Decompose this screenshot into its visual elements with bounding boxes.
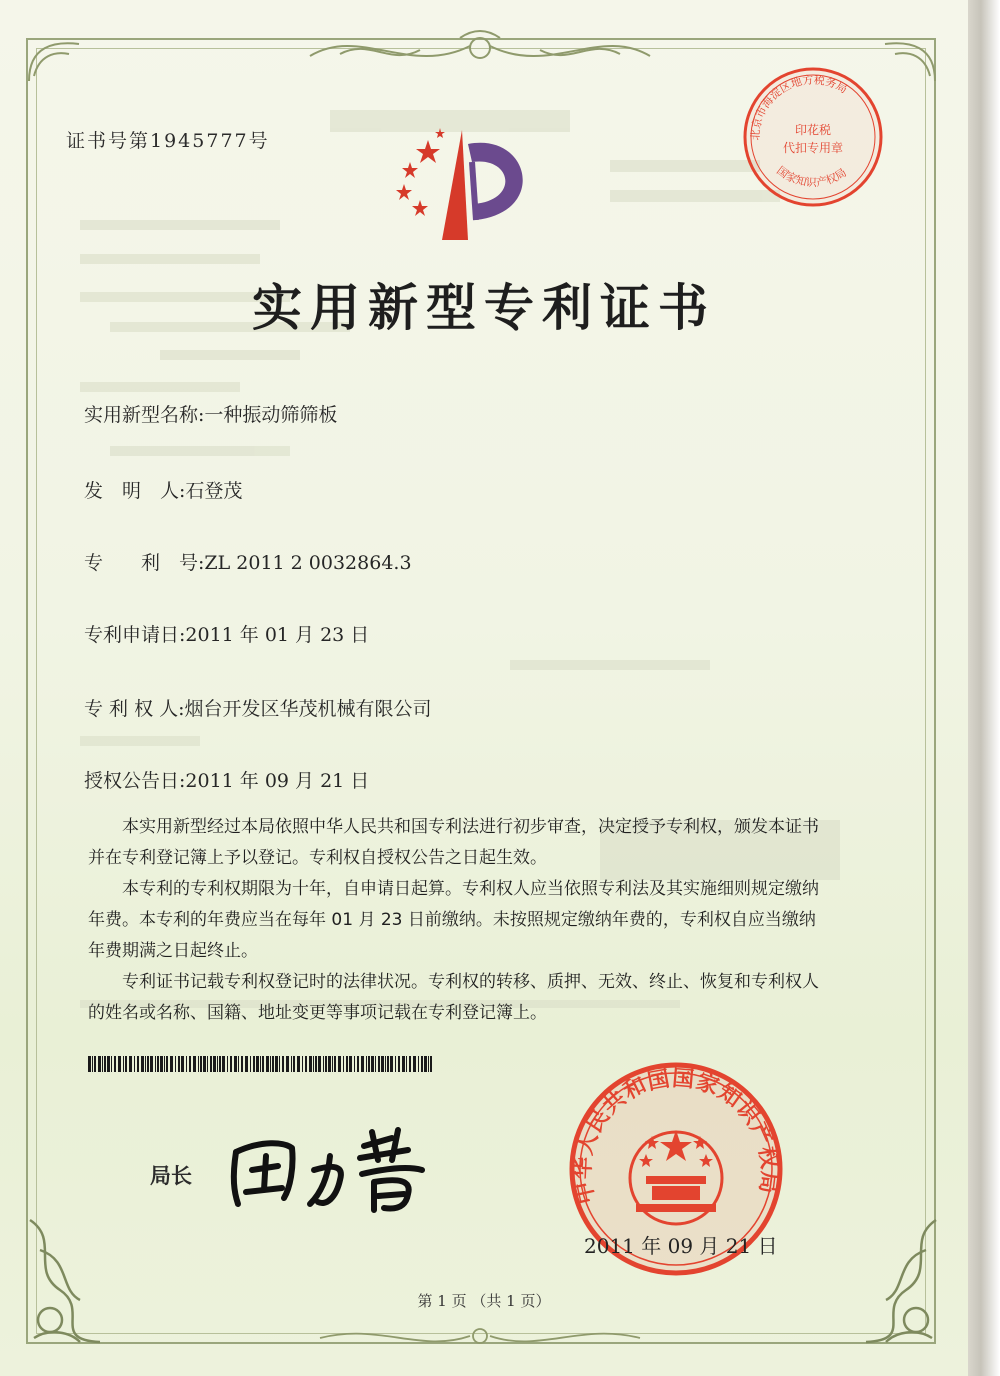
barcode-bar (346, 1056, 348, 1072)
field-value: ZL 2011 2 0032864.3 (204, 552, 412, 574)
barcode-bar (157, 1056, 159, 1072)
barcode-bar (250, 1056, 251, 1072)
certificate-title: 实用新型专利证书 (252, 279, 716, 337)
barcode-bar (98, 1056, 101, 1072)
barcode-bar (366, 1056, 367, 1072)
field-value: 2011 年 01 月 23 日 (185, 624, 370, 646)
barcode-bar (141, 1056, 144, 1072)
barcode-bar (343, 1056, 344, 1072)
barcode-bar (150, 1056, 153, 1072)
patent-office-logo (380, 122, 550, 250)
barcode-bar (371, 1056, 374, 1072)
body-paragraph: 本实用新型经过本局依照中华人民共和国专利法进行初步审查，决定授予专利权，颁发本证书并在专利登记簿上予以登记。专利权自授权公告之日起生效。 (88, 817, 819, 868)
barcode-bar (253, 1056, 255, 1072)
barcode-bar (334, 1056, 336, 1072)
barcode-bar (349, 1056, 352, 1072)
top-ornament (300, 26, 660, 76)
barcode-bar (166, 1056, 168, 1072)
barcode-bar (104, 1056, 106, 1072)
barcode-bar (318, 1056, 321, 1072)
barcode-bar (428, 1056, 429, 1072)
tax-seal-center-line-1: 印花税 (794, 123, 832, 137)
field-value: 2011 年 09 月 21 日 (185, 770, 370, 792)
barcode-bar (293, 1056, 295, 1072)
barcode-bar (395, 1056, 396, 1072)
barcode-bar (424, 1056, 427, 1072)
field-value: 石登茂 (185, 480, 243, 502)
barcode-bar (175, 1056, 176, 1072)
barcode-bar (111, 1056, 112, 1072)
corner-ornament-bottom-right (846, 1210, 946, 1350)
barcode-bar (381, 1056, 384, 1072)
stamp-duty-seal (740, 64, 886, 210)
corner-ornament-top-left (24, 36, 84, 86)
field-application-date (84, 620, 369, 647)
certificate-number: 证书号第1945777号 (66, 130, 270, 152)
director-label: 局长 (150, 1164, 192, 1188)
field-grant-announcement-date (84, 766, 369, 793)
barcode-bar (164, 1056, 165, 1072)
barcode-bar (282, 1056, 284, 1072)
field-label: 专 利 号: (84, 552, 205, 574)
barcode-bar (102, 1056, 103, 1072)
barcode-bar (338, 1056, 341, 1072)
barcode-bar (134, 1056, 135, 1072)
field-value: 烟台开发区华茂机械有限公司 (184, 698, 432, 720)
barcode-bar (402, 1056, 405, 1072)
barcode-bar (272, 1056, 274, 1072)
barcode-bar (186, 1056, 187, 1072)
barcode-bar (123, 1056, 124, 1072)
barcode-bar (118, 1056, 121, 1072)
barcode-bar (200, 1056, 202, 1072)
barcode-bar (137, 1056, 139, 1072)
barcode-bar (222, 1056, 225, 1072)
barcode-bar (114, 1056, 116, 1072)
barcode-bar (387, 1056, 389, 1072)
barcode-bar (125, 1056, 127, 1072)
barcode-bar (170, 1056, 173, 1072)
barcode-bar (430, 1056, 432, 1072)
barcode-bar (398, 1056, 400, 1072)
barcode-bar (155, 1056, 156, 1072)
barcode-bar (315, 1056, 317, 1072)
barcode-bar (421, 1056, 423, 1072)
barcode-bar (260, 1056, 261, 1072)
barcode-bar (418, 1056, 419, 1072)
barcode-bar (361, 1056, 364, 1072)
bottom-ornament (300, 1318, 660, 1358)
barcode-bar (279, 1056, 280, 1072)
barcode-bar (291, 1056, 292, 1072)
barcode-bar (213, 1056, 216, 1072)
field-utility-model-name (84, 400, 337, 427)
barcode-bar (313, 1056, 314, 1072)
issue-date: 2011 年 09 月 21 日 (584, 1234, 778, 1258)
barcode-bar (203, 1056, 206, 1072)
tax-seal-top-text: 北京市海淀区地方税务局 (748, 73, 850, 141)
barcode-bar (390, 1056, 393, 1072)
barcode-bar (323, 1056, 324, 1072)
barcode-bar (207, 1056, 208, 1072)
barcode-bar (385, 1056, 386, 1072)
director-signature (222, 1118, 442, 1218)
field-value: 一种振动筛筛板 (204, 404, 338, 426)
corner-ornament-top-right (880, 36, 940, 86)
barcode-bar (332, 1056, 333, 1072)
barcode-bar (217, 1056, 218, 1072)
barcode-bar (354, 1056, 355, 1072)
field-label: 授权公告日: (84, 770, 186, 792)
barcode-bar (245, 1056, 248, 1072)
barcode-bar (129, 1056, 132, 1072)
page-number: 第 1 页 （共 1 页） (417, 1292, 551, 1310)
barcode-bar (409, 1056, 411, 1072)
barcode-bar (368, 1056, 370, 1072)
barcode-bar (94, 1056, 96, 1072)
barcode-bar (266, 1056, 269, 1072)
barcode-bar (309, 1056, 312, 1072)
barcode-bar (181, 1056, 184, 1072)
corner-ornament-bottom-left (20, 1210, 110, 1350)
barcode-bar (256, 1056, 259, 1072)
barcode-bar (107, 1056, 110, 1072)
barcode-bar (198, 1056, 199, 1072)
barcode-bar (178, 1056, 180, 1072)
field-patent-number (84, 548, 412, 575)
barcode-bar (219, 1056, 221, 1072)
barcode-bar (302, 1056, 303, 1072)
barcode-bar (378, 1056, 380, 1072)
barcode-bar (305, 1056, 307, 1072)
body-paragraph: 本专利的专利权期限为十年，自申请日起算。专利权人应当依照专利法及其实施细则规定缴纳年费。本专利的年费应当在每年 01 月 23 日前缴纳。未按照规定缴纳年费的，专利权自应当缴纳年费期满之日起终止。 (88, 879, 819, 961)
scan-edge (968, 0, 1000, 1376)
barcode-bar (328, 1056, 331, 1072)
barcode-bar (325, 1056, 327, 1072)
field-label: 发 明 人: (84, 480, 186, 502)
barcode-bar (297, 1056, 300, 1072)
tax-seal-center-line-2: 代扣专用章 (782, 141, 844, 155)
field-label: 实用新型名称: (84, 404, 205, 426)
barcode-bar (241, 1056, 243, 1072)
field-label: 专利申请日: (84, 624, 186, 646)
field-patentee (84, 694, 432, 721)
barcode-bar (406, 1056, 407, 1072)
barcode-bar (413, 1056, 416, 1072)
seal-text: 中华人民共和国国家知识产权局 (570, 1066, 782, 1206)
barcode-bar (189, 1056, 191, 1072)
barcode-bar (147, 1056, 149, 1072)
barcode-bar (193, 1056, 196, 1072)
barcode-bar (262, 1056, 264, 1072)
barcode-bar (210, 1056, 212, 1072)
barcode-bar (238, 1056, 239, 1072)
barcode-bar (357, 1056, 359, 1072)
barcode-bar (227, 1056, 228, 1072)
barcode-bar (145, 1056, 146, 1072)
field-inventor (84, 476, 242, 503)
field-label: 专 利 权 人: (84, 698, 185, 720)
barcode (88, 1056, 434, 1072)
barcode-bar (275, 1056, 278, 1072)
barcode-bar (286, 1056, 289, 1072)
barcode-bar (230, 1056, 232, 1072)
barcode-bar (88, 1056, 91, 1072)
barcode-bar (160, 1056, 163, 1072)
barcode-bar (375, 1056, 376, 1072)
barcode-bar (234, 1056, 237, 1072)
certificate-body (88, 812, 828, 1029)
tax-seal-bottom-text: 国家知识产权局 (774, 163, 849, 190)
barcode-bar (92, 1056, 93, 1072)
barcode-bar (270, 1056, 271, 1072)
body-paragraph: 专利证书记载专利权登记时的法律状况。专利权的转移、质押、无效、终止、恢复和专利权人的姓名或名称、国籍、地址变更等事项记载在专利登记簿上。 (88, 972, 819, 1023)
